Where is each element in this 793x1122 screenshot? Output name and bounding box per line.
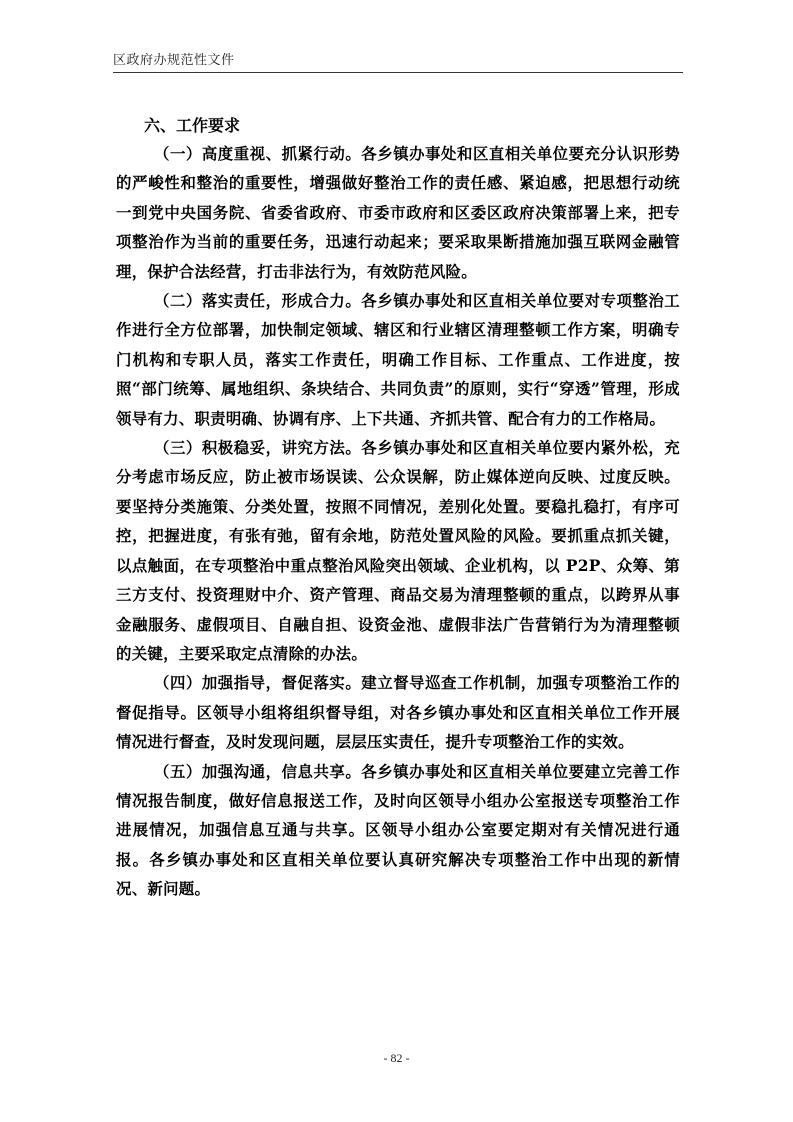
page-header [113,53,683,73]
header-title: 区政府办规范性文件 [113,53,235,68]
document-body [116,111,680,905]
section-heading: 六、工作要求 [144,116,241,135]
paragraph-5: （五）加强沟通，信息共享。各乡镇办事处和区直相关单位要建立完善工作情况报告制度，做好信息报送工作，及时向区领导小组办公室报送专项整治工作进展情况，加强信息互通与共享。区领导小组办公室要定期对有关情况进行通报。各乡镇办事处和区直相关单位要认真研究解决专项整治工作中出现的新情况、新问题。 [116,762,680,899]
paragraph-3: （三）积极稳妥，讲究方法。各乡镇办事处和区直相关单位要内紧外松，充分考虑市场反应，防止被市场误读、公众误解，防止媒体逆向反映、过度反映。要坚持分类施策、分类处置，按照不同情况，差别化处置。要稳扎稳打，有序可控，把握进度，有张有弛，留有余地，防范处置风险的风险。要抓重点抓关键，以点触面，在专项整治中重点整治风险突出领域、企业机构，以 P2P、众筹、第三方支付、投资理财中介、资产管理、商品交易为清理整顿的重点，以跨界从事金融服务、虚假项目、自融自担、设资金池、虚假非法广告营销行为为清理整顿的关键，主要采取定点清除的办法。 [116,439,680,663]
header-divider [113,72,683,73]
page-number: - 82 - [383,1051,410,1065]
paragraph-2: （二）落实责任，形成合力。各乡镇办事处和区直相关单位要对专项整治工作进行全方位部署，加快制定领域、辖区和行业辖区清理整顿工作方案，明确专门机构和专职人员，落实工作责任，明确工作目标、工作重点、工作进度，按照“部门统筹、属地组织、条块结合、共同负责”的原则，实行“穿透”管理，形成领导有力、职责明确、协调有序、上下共通、齐抓共管、配合有力的工作格局。 [116,292,680,428]
paragraph-4: （四）加强指导，督促落实。建立督导巡查工作机制，加强专项整治工作的督促指导。区领导小组将组织督导组，对各乡镇办事处和区直相关单位工作开展情况进行督查，及时发现问题，层层压实责任，提升专项整治工作的实效。 [116,674,680,752]
paragraph-1: （一）高度重视、抓紧行动。各乡镇办事处和区直相关单位要充分认识形势的严峻性和整治的重要性，增强做好整治工作的责任感、紧迫感，把思想行动统一到党中央国务院、省委省政府、市委市政府和区委区政府决策部署上来，把专项整治作为当前的重要任务，迅速行动起来；要采取果断措施加强互联网金融管理，保护合法经营，打击非法行为，有效防范风险。 [116,145,680,281]
